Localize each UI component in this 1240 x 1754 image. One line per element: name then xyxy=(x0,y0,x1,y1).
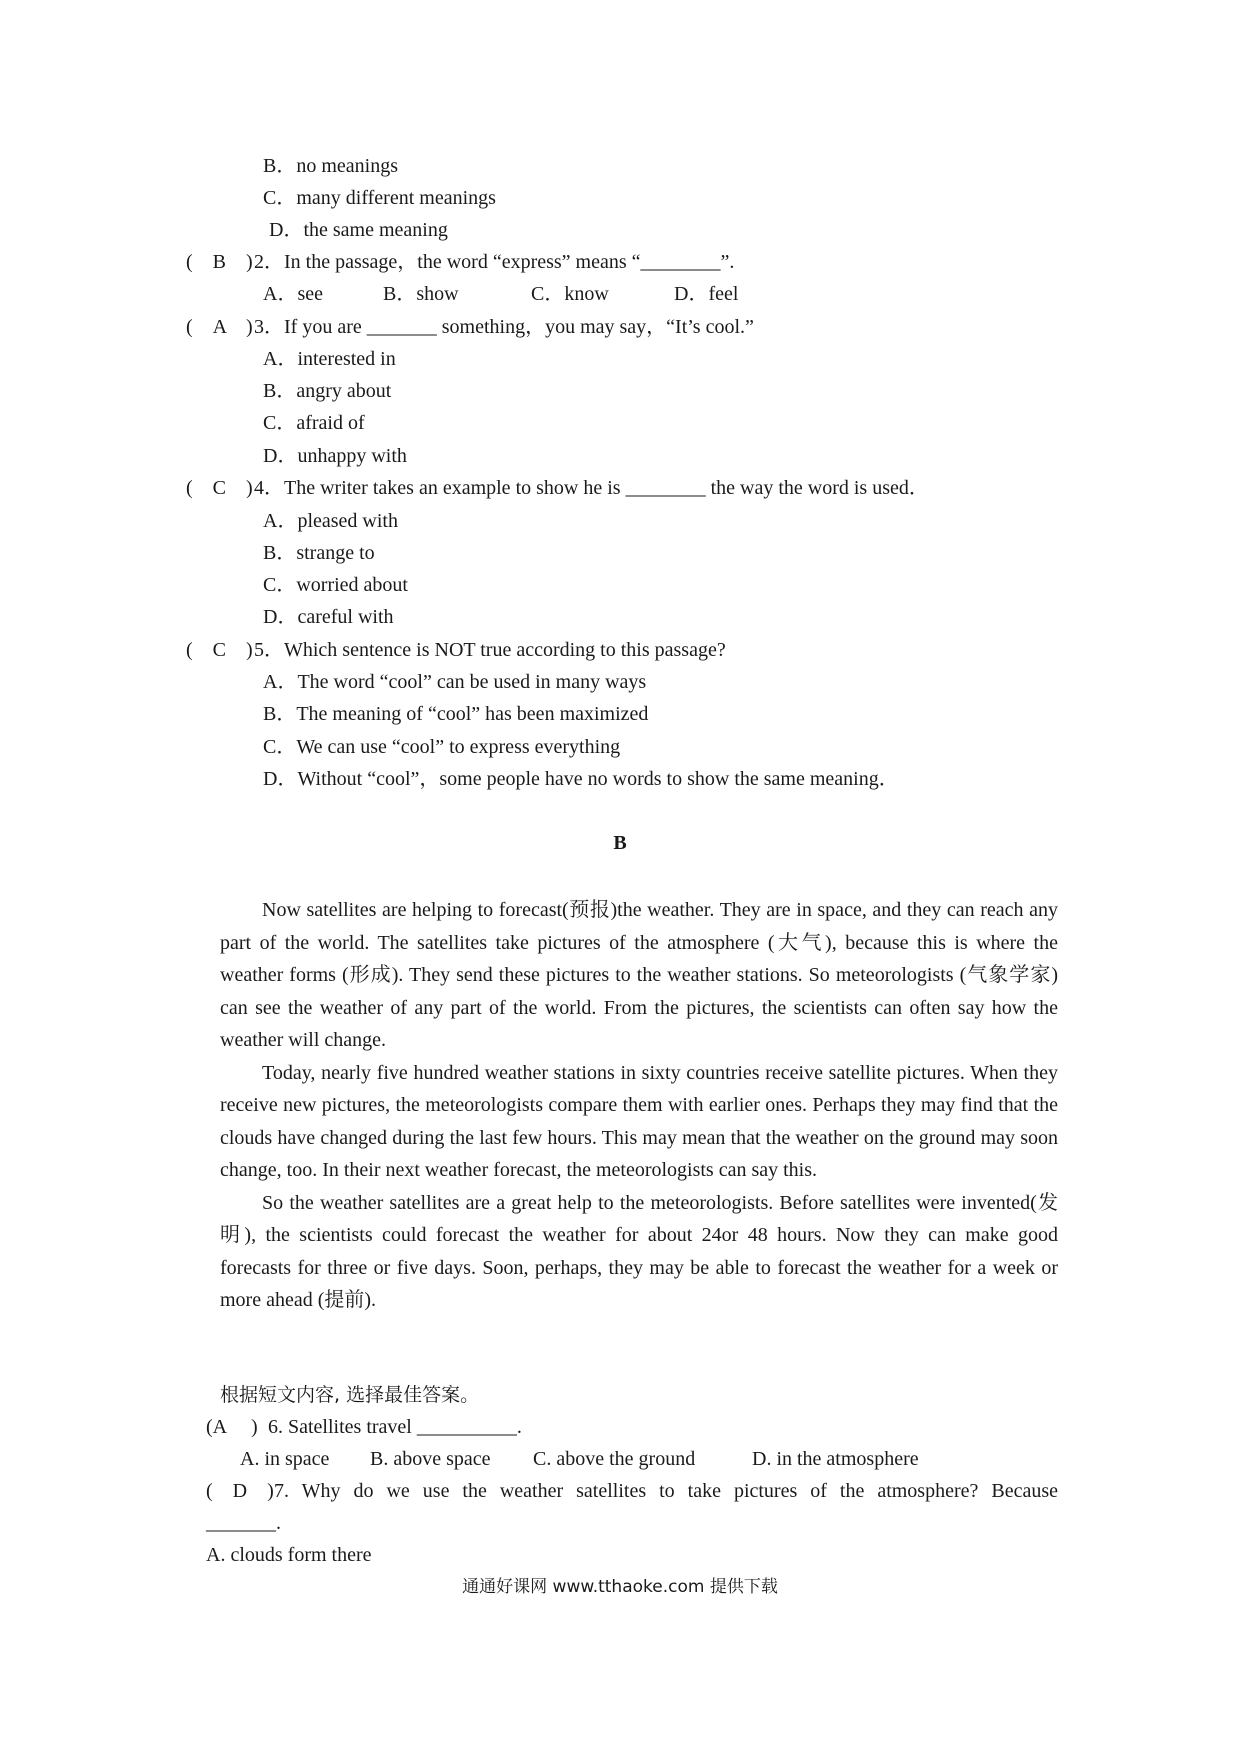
passage-paragraph-3: So the weather satellites are a great help to the meteorologists. Before satellites were invented(发明), the scientists could forecast the weather for about 24or 48 hours. Now they can make good forecasts for three or five days. Soon, perhaps, they may be able to forecast the weather for a week or more ahead (提前). xyxy=(220,1191,1058,1311)
q6-option-b: B. above space xyxy=(370,1448,491,1470)
q3-answer: ( A ) xyxy=(186,316,253,338)
q3-option-a: A．interested in xyxy=(263,348,396,370)
q5-option-d: D．Without “cool”，some people have no words to show the same meaning． xyxy=(263,768,899,790)
q2-option-d: D．feel xyxy=(674,283,739,305)
q6-answer: (A ) xyxy=(206,1416,258,1438)
q1-option-d: D．the same meaning xyxy=(269,219,448,241)
q7-stem: 7. Why do we use the weather satellites to take pictures of the atmosphere? Because xyxy=(274,1480,1058,1502)
q5-option-a: A．The word “cool” can be used in many ways xyxy=(263,671,647,693)
q2-option-a: A．see xyxy=(263,283,323,305)
q4-option-c: C．worried about xyxy=(263,574,408,596)
q6-option-d: D. in the atmosphere xyxy=(752,1448,919,1470)
passage-b xyxy=(220,894,1058,1317)
q4-answer: ( C ) xyxy=(186,477,253,499)
q5-stem: 5．Which sentence is NOT true according to this passage? xyxy=(254,639,726,661)
q4-option-d: D．careful with xyxy=(263,606,394,628)
q3-stem: 3．If you are _______ something，you may say，“It’s cool.” xyxy=(254,316,754,338)
q2-answer: ( B ) xyxy=(186,251,253,273)
q4-option-b: B．strange to xyxy=(263,542,375,564)
passage-paragraph-2: Today, nearly five hundred weather stations in sixty countries receive satellite pictures. When they receive new pictures, the meteorologists compare them with earlier ones. Perhaps they may find that the clouds have changed during the last few hours. This may mean that the weather on the ground may soon change, too. In their next weather forecast, the meteorologists can say this. xyxy=(220,1061,1058,1181)
q3-option-b: B．angry about xyxy=(263,380,392,402)
passage-paragraph-1: Now satellites are helping to forecast(预报)the weather. They are in space, and they can reach any part of the world. The satellites take pictures of the atmosphere (大气), because this is where the weather forms (形成). They send these pictures to the weather stations. So meteorologists (气象学家) can see the weather of any part of the world. From the pictures, the scientists can often say how the weather will change. xyxy=(220,899,1058,1051)
q7-option-a: A. clouds form there xyxy=(206,1544,372,1566)
q7-blank: _______. xyxy=(206,1512,281,1534)
q2-option-b: B．show xyxy=(383,283,459,305)
q5-option-c: C．We can use “cool” to express everything xyxy=(263,736,621,758)
q3-option-c: C．afraid of xyxy=(263,412,365,434)
q6-option-c: C. above the ground xyxy=(533,1448,696,1470)
instruction-text: 根据短文内容, 选择最佳答案。 xyxy=(220,1384,480,1406)
section-b-heading: B xyxy=(613,832,627,854)
q7-answer: ( D ) xyxy=(206,1480,274,1502)
q3-option-d: D．unhappy with xyxy=(263,445,407,467)
q4-stem: 4．The writer takes an example to show he is ________ the way the word is used． xyxy=(254,477,929,499)
q6-option-a: A. in space xyxy=(240,1448,330,1470)
q2-stem: 2．In the passage，the word “express” means “________”. xyxy=(254,251,735,273)
page-footer: 通通好课网 www.tthaoke.com 提供下载 xyxy=(462,1577,778,1597)
q5-option-b: B．The meaning of “cool” has been maximized xyxy=(263,703,649,725)
q4-option-a: A．pleased with xyxy=(263,510,398,532)
q1-option-c: C．many different meanings xyxy=(263,187,496,209)
q2-option-c: C．know xyxy=(531,283,609,305)
q6-stem: 6. Satellites travel __________. xyxy=(268,1416,522,1438)
q5-answer: ( C ) xyxy=(186,639,253,661)
q1-option-b: B．no meanings xyxy=(263,155,398,177)
